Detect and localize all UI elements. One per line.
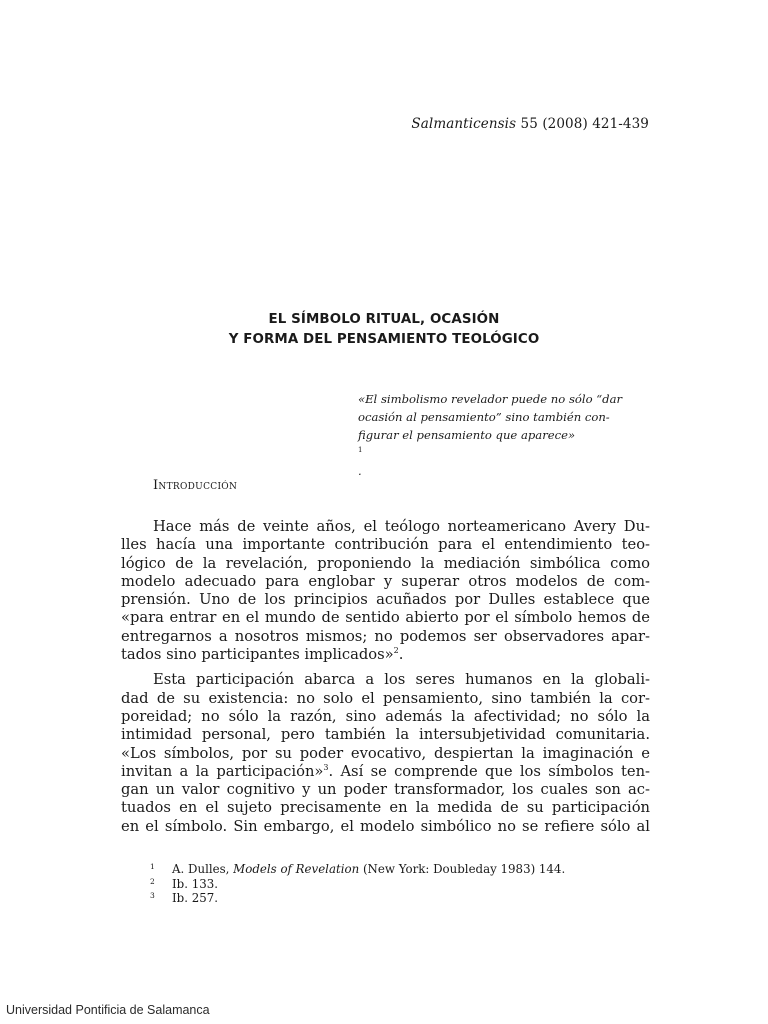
footnote-ref: 1 [358,446,363,454]
body-line: «para entrar en el mundo de sentido abierto por el símbolo hemos de [121,609,650,627]
body-line: dad de su existencia: no solo el pensamiento, sino también la cor- [121,689,650,707]
body-line: tuados en el sujeto precisamente en la medida de su participación [121,799,650,817]
body-line: Esta participación abarca a los seres humanos en la globali- [153,671,650,689]
footnote: 1 A. Dulles, Models of Revelation (New York: Doubleday 1983) 144. [150,862,566,876]
body-line: gan un valor cognitivo y un poder transformador, los cuales son ac- [121,781,650,799]
article-title-line-1: EL SÍMBOLO RITUAL, OCASIÓN [268,312,500,327]
footnote-ref: 2 [393,646,399,656]
footnote-ref: 3 [323,762,329,772]
body-line: Hace más de veinte años, el teólogo norteamericano Avery Du- [153,518,650,535]
footnote: 3 Ib. 257. [150,891,218,906]
footnote-work-title: Models of Revelation [233,862,360,876]
footnote-text: Ib. 257. [172,891,218,906]
body-line-end: . [398,646,404,664]
body-line: lógico de la revelación, proponiendo la mediación simbólica como [121,554,650,572]
footnote-text: (New York: Doubleday 1983) 144. [359,862,566,876]
body-line: lles hacía una importante contribución para el entendimiento teo- [121,536,650,554]
footnote: 2 Ib. 133. [150,876,218,891]
section-heading: Introducción [153,478,238,493]
epigraph-line: ocasión al pensamiento” sino también con- [358,410,610,424]
body-line-text: . Así se comprende que los símbolos ten- [328,762,651,780]
footnote-text: A. Dulles, [172,862,234,876]
body-line: «Los símbolos, por su poder evocativo, despiertan la imaginación e [121,744,650,762]
body-line [121,763,650,781]
institution-watermark: Universidad Pontificia de Salamanca [6,1003,210,1017]
body-line: en el símbolo. Sin embargo, el modelo simbólico no se refiere sólo al [121,817,650,835]
epigraph-line: «El simbolismo revelador puede no sólo “dar [358,392,623,406]
footnote-text: Ib. 133. [172,876,218,891]
epigraph-end: . [358,464,362,478]
body-line-text: tados sino participantes implicados» [121,646,394,664]
body-line: intimidad personal, pero también la intersubjetividad comunitaria. [121,726,650,744]
article-title [0,310,768,350]
body-line [121,646,650,664]
journal-volume-info: 55 (2008) 421-439 [520,116,649,132]
footnotes [150,862,565,906]
journal-reference [411,116,649,132]
article-body [121,518,650,843]
journal-name: Salmanticensis [411,116,517,132]
body-line: entregarnos a nosotros mismos; no podemos ser observadores apar- [121,627,650,645]
body-line: poreidad; no sólo la razón, sino además la afectividad; no sólo la [121,707,650,725]
paragraph [121,671,650,836]
body-line: modelo adecuado para englobar y superar otros modelos de com- [121,572,650,590]
epigraph-line-text: figurar el pensamiento que aparece» [358,428,576,442]
epigraph-line [358,426,658,480]
epigraph [358,390,658,480]
article-title-line-2: Y FORMA DEL PENSAMIENTO TEOLÓGICO [228,332,540,347]
body-line-text: invitan a la participación» [121,762,324,780]
body-line: prensión. Uno de los principios acuñados por Dulles establece que [121,591,650,609]
paragraph [121,518,650,664]
